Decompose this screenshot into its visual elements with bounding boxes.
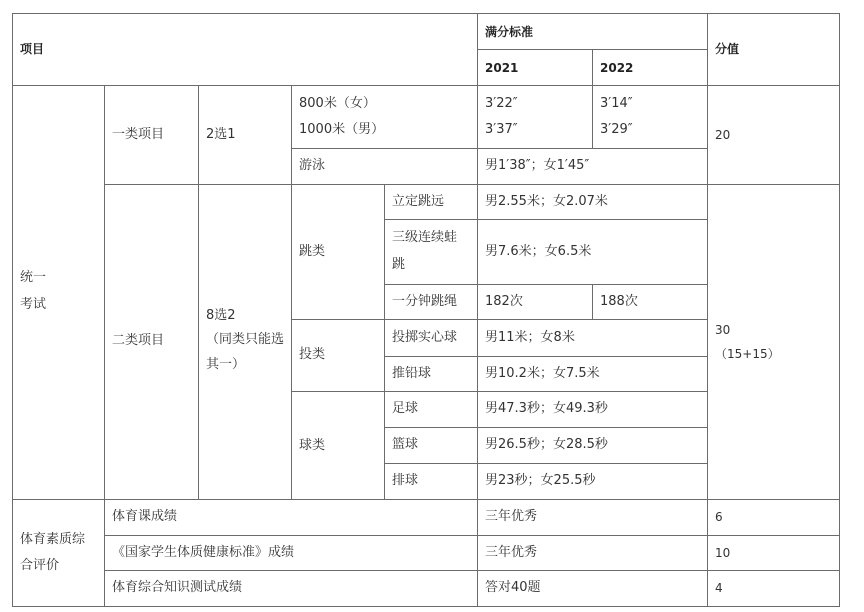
shot-put-item: 推铅球 [392, 366, 432, 381]
rule-col-standard [477, 13, 478, 607]
volleyball-standard: 男23秒；女25.5秒 [485, 473, 596, 488]
run-2022-line1: 3′14″ [600, 96, 633, 111]
rule-run-swim [291, 148, 707, 149]
rule-col-2 [198, 85, 199, 499]
pe-course-score: 6 [715, 510, 723, 524]
header-full-score-standard: 满分标准 [485, 25, 534, 39]
standing-jump-item: 立定跳远 [392, 194, 445, 209]
basketball-item: 篮球 [392, 437, 419, 452]
rule-col-year-split-rope [592, 284, 593, 319]
rope-2021: 182次 [485, 294, 523, 309]
header-score: 分值 [715, 42, 740, 56]
rule-health-knowledge [104, 570, 839, 571]
jump-category: 跳类 [299, 244, 326, 259]
rule-header-bottom [12, 85, 839, 86]
rule-basketball-volleyball [384, 463, 707, 464]
rule-unified-quality [12, 499, 839, 500]
class2-label: 二类项目 [112, 333, 165, 348]
header-year-2021: 2021 [485, 61, 519, 75]
throw-category: 投类 [299, 347, 326, 362]
rule-col-3 [291, 85, 292, 499]
pe-course-item: 体育课成绩 [112, 509, 178, 524]
rope-2022: 188次 [600, 294, 638, 309]
health-standard-item: 《国家学生体质健康标准》成绩 [112, 545, 295, 560]
class2-choose-line1: 8选2 [206, 308, 236, 323]
run-item-line2: 1000米（男） [299, 122, 385, 137]
quality-label-1: 体育素质综 [20, 532, 86, 547]
rule-col-4 [384, 184, 385, 499]
quality-label-2: 合评价 [20, 558, 60, 573]
class2-score-line2: （15+15） [715, 347, 780, 361]
rule-football-basketball [384, 427, 707, 428]
medicine-ball-standard: 男11米；女8米 [485, 330, 575, 345]
pe-course-standard: 三年优秀 [485, 509, 538, 524]
rule-medicine-shot [384, 356, 707, 357]
frog-jump-item-line1: 三级连续蛙 [392, 230, 458, 245]
rule-bottom [12, 606, 839, 607]
class1-score: 20 [715, 128, 731, 142]
rule-col-1 [104, 85, 105, 607]
medicine-ball-item: 投掷实心球 [392, 330, 458, 345]
class2-score-line1: 30 [715, 323, 731, 337]
frog-jump-item-line2: 跳 [392, 257, 406, 272]
header-year-2022: 2022 [600, 61, 634, 75]
run-2021-line1: 3′22″ [485, 96, 518, 111]
unified-label-2: 考试 [20, 297, 47, 312]
rule-class1-class2 [104, 184, 839, 185]
standing-jump-standard: 男2.55米；女2.07米 [485, 194, 608, 209]
rule-col-score [707, 13, 708, 607]
shot-put-standard: 男10.2米；女7.5米 [485, 366, 600, 381]
rule-frog-rope [384, 284, 707, 285]
run-2021-line2: 3′37″ [485, 122, 518, 137]
ball-category: 球类 [299, 438, 326, 453]
swim-item: 游泳 [299, 158, 326, 173]
health-standard-score: 10 [715, 546, 731, 560]
class1-label: 一类项目 [112, 127, 165, 142]
swim-standard: 男1′38″；女1′45″ [485, 158, 590, 173]
knowledge-test-item: 体育综合知识测试成绩 [112, 580, 243, 595]
unified-label-1: 统一 [20, 270, 47, 285]
rule-right [839, 13, 840, 607]
knowledge-test-score: 4 [715, 581, 723, 595]
header-item: 项目 [20, 42, 45, 56]
run-2022-line2: 3′29″ [600, 122, 633, 137]
run-item-line1: 800米（女） [299, 96, 376, 111]
class2-choose-line2: （同类只能选 [206, 332, 285, 347]
class2-choose-line3: 其一） [206, 357, 246, 372]
knowledge-test-standard: 答对40题 [485, 580, 541, 595]
rule-pe-health [104, 535, 839, 536]
rule-throw-ball [291, 391, 707, 392]
basketball-standard: 男26.5秒；女28.5秒 [485, 437, 608, 452]
rule-jump-throw [291, 319, 707, 320]
football-item: 足球 [392, 401, 419, 416]
rule-standing-frog [384, 219, 707, 220]
rule-col-year-split-run [592, 85, 593, 148]
frog-jump-standard: 男7.6米；女6.5米 [485, 244, 592, 259]
rule-col-year-split-header [592, 49, 593, 85]
class1-choose: 2选1 [206, 127, 236, 142]
rope-item: 一分钟跳绳 [392, 294, 458, 309]
rule-left [12, 13, 13, 607]
health-standard-standard: 三年优秀 [485, 545, 538, 560]
rule-top [12, 13, 839, 14]
volleyball-item: 排球 [392, 473, 419, 488]
football-standard: 男47.3秒；女49.3秒 [485, 401, 608, 416]
